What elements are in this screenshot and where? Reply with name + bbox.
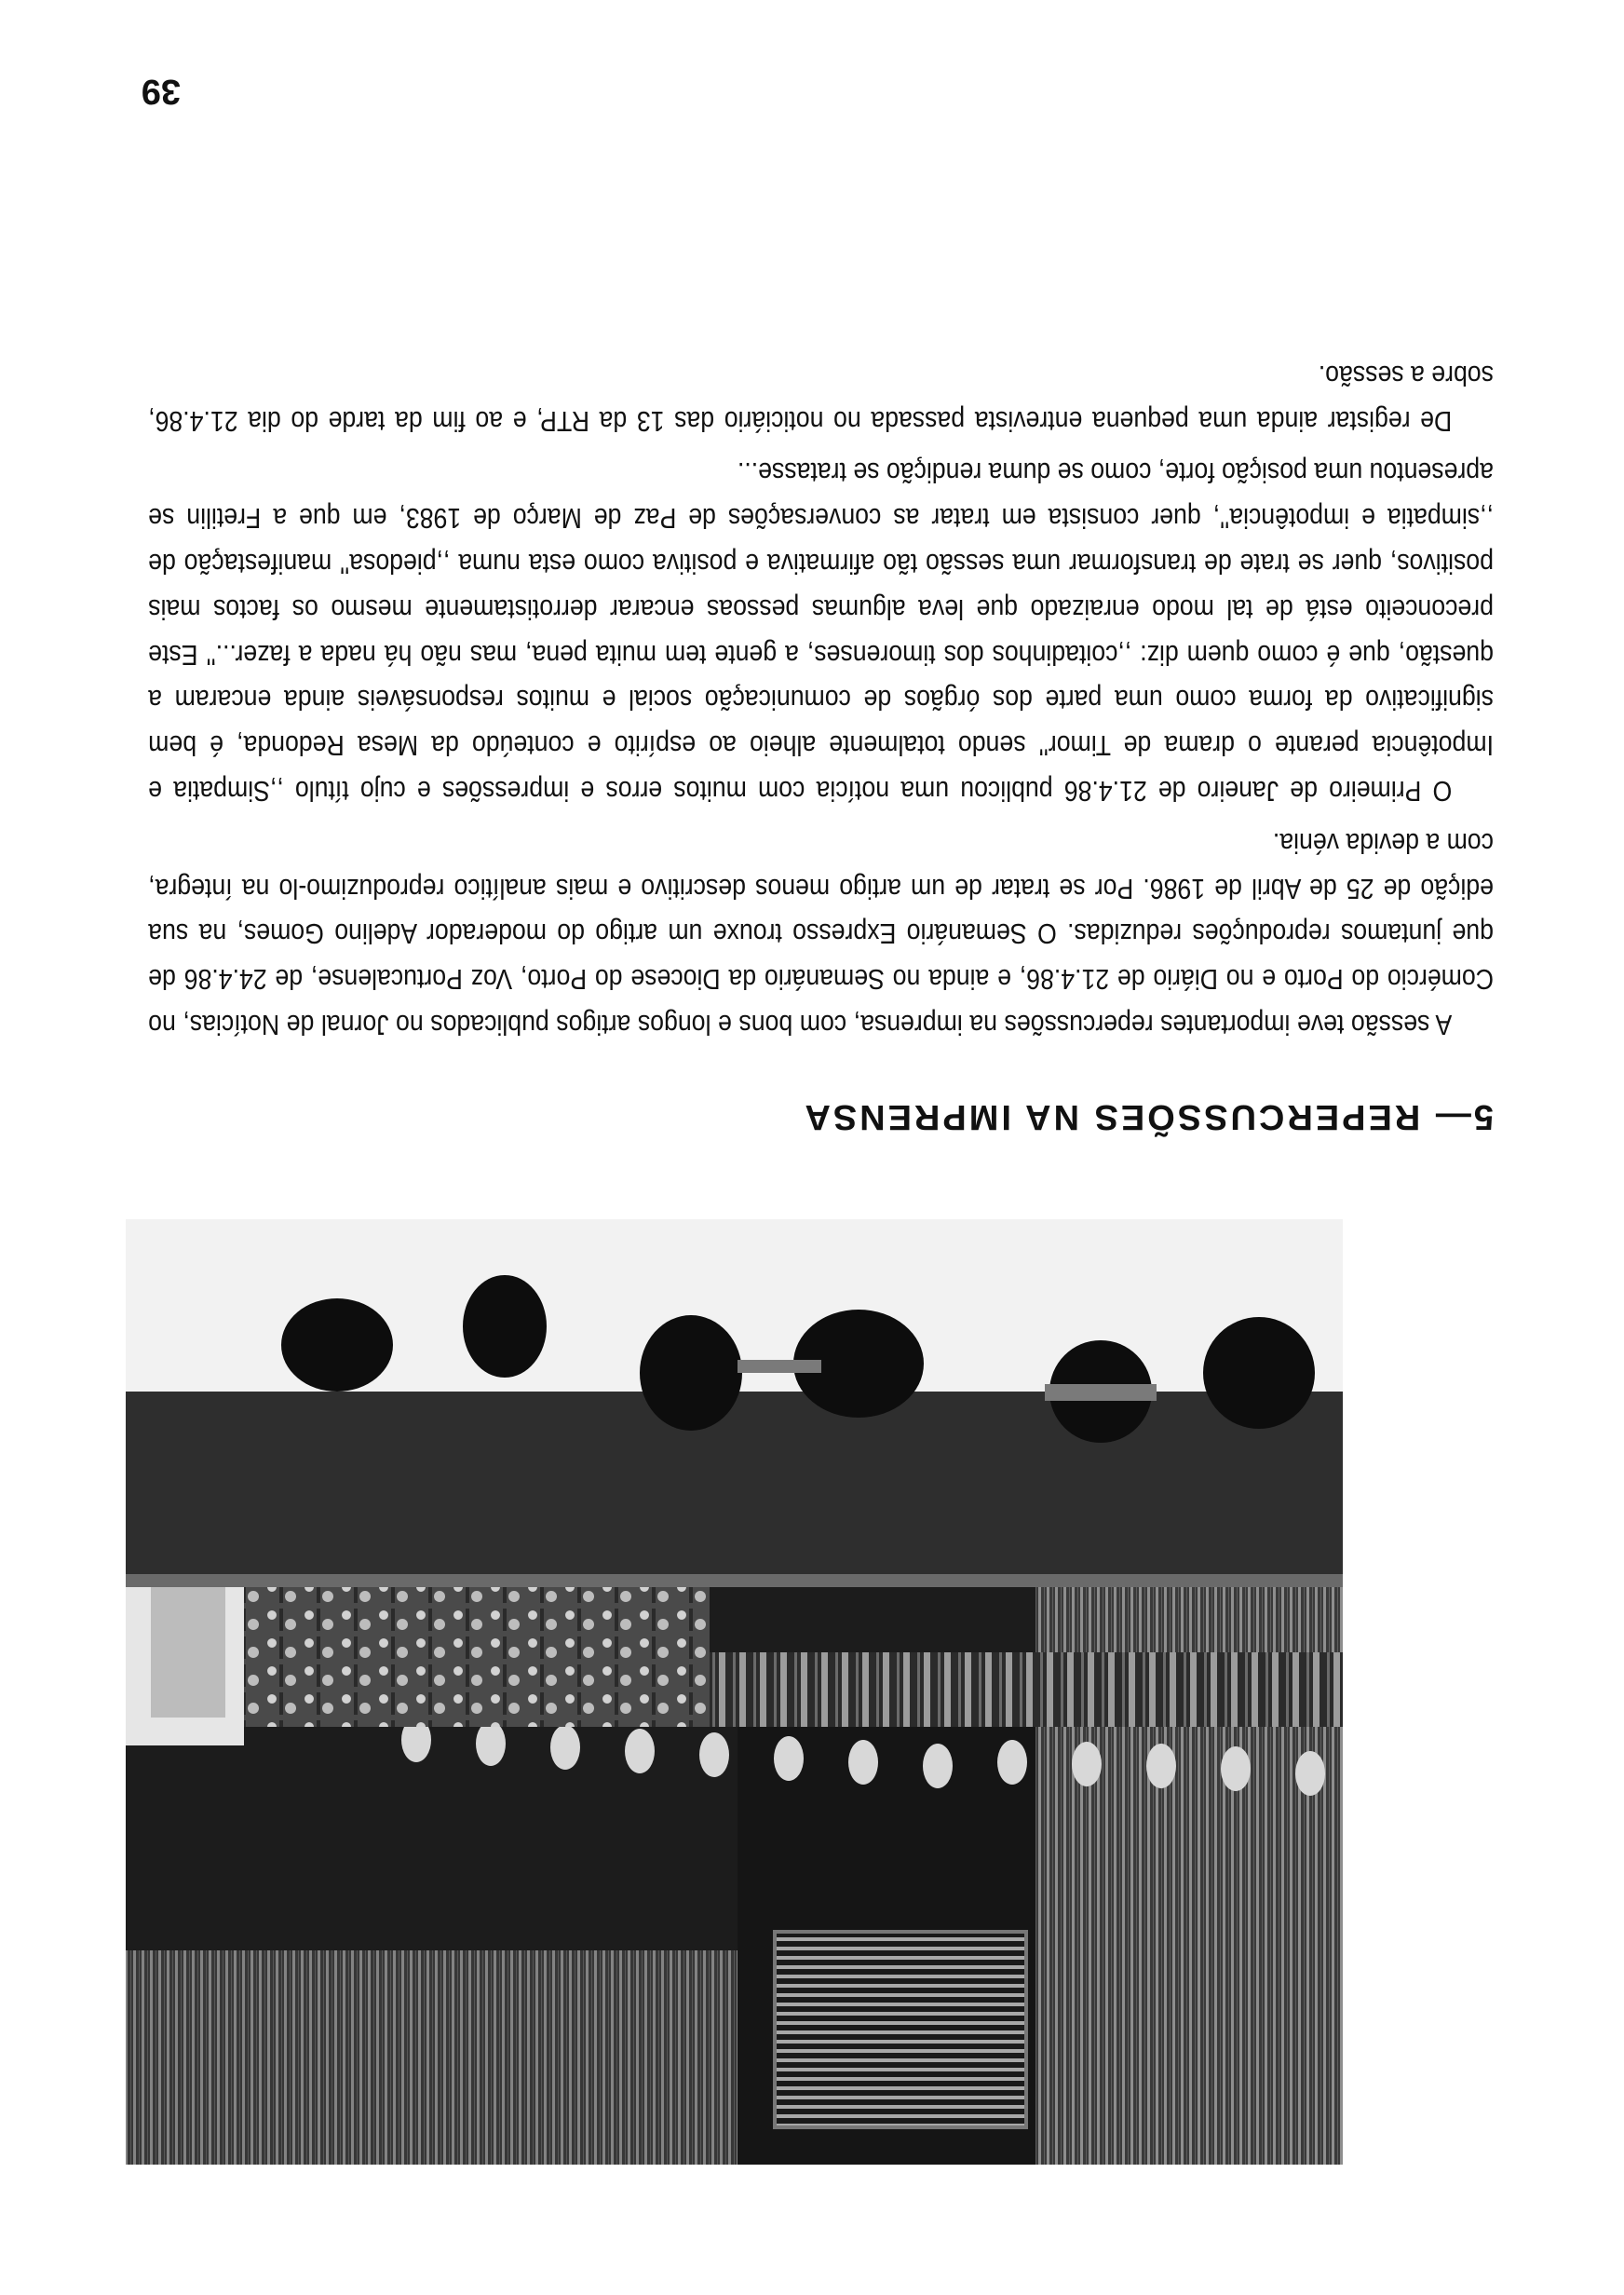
event-photo-image xyxy=(126,1219,1343,2165)
page-number: 39 xyxy=(141,72,181,111)
paragraph-press-coverage: A sessão teve importantes repercussões na imprensa, com bons e longos artigos publicados no Jornal de Notícias, no Comércio do Porto e no Diário de 21.4.86, e ainda no Semanário da Diocese do Porto, Voz Portucalense, de 24.4.86 de que juntamos reproduções reduzidas. O Semanário Expresso trouxe um artigo do moderador Adelino Gomes, na sua edição de 25 de Abril de 1986. Por se tratar de um artigo menos descritivo e mais analítico reproduzimo-lo na íntegra, com a devida vénia. xyxy=(148,826,1494,1041)
body-text xyxy=(148,346,1494,1047)
section-heading: 5— REPERCUSSÕES NA IMPRENSA xyxy=(802,1097,1494,1136)
paragraph-rtp-interview: De registar ainda uma pequena entrevista passada no noticiário das 13 da RTP, e ao fim da tarde do dia 21.4.86, sobre a sessão. xyxy=(148,359,1494,438)
event-photo xyxy=(126,1219,1343,2165)
paragraph-primeiro-de-janeiro: O Primeiro de Janeiro de 21.4.86 publicou uma notícia com muitos erros e impressões e cujo título ,,Simpatia e Impotência perante o drama de Timor'' sendo totalmente alheio ao espírito e conteúdo da Mesa Redonda, é bem significativo da forma como uma parte dos órgãos de comunicação social e muitos responsáveis ainda encaram a questão, que é como quem diz: ,,coitadinhos dos timorenses, a gente tem muita pena, mas não há nada a fazer...'' Este preconceito está de tal modo enraizado que leva algumas pessoas encarar derrotistamente mesmo os factos mais positivos, quer se trate de transformar uma sessão tão afirmativa e positiva como esta numa ,,piedosa'' manifestação de ,,simpatia e impotência'', quer consista em tratar as conversações de Paz de Março de 1983, em que a Fretilin se apresentou uma posição forte, como se duma rendição se tratasse... xyxy=(148,456,1494,808)
